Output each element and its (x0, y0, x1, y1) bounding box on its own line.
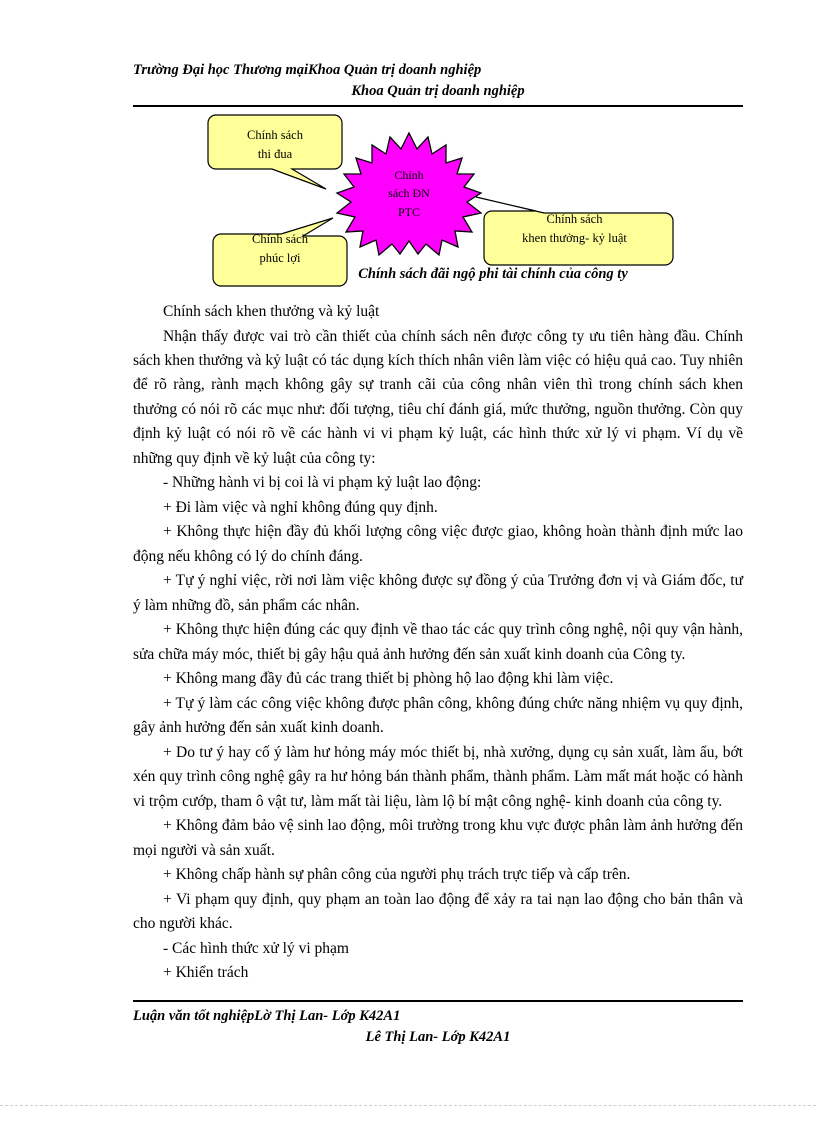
diagram-caption: Chính sách đãi ngộ phi tài chính của công ty (358, 266, 628, 283)
callout-3-line-1: Chính sách (546, 212, 603, 227)
footer-line-1: Luận văn tốt nghiệpLờ Thị Lan- Lớp K42A1 (133, 1008, 401, 1024)
paragraph-4: + Không thực hiện đầy đủ khối lượng công việc được giao, không hoàn thành định mức lao động nếu không có lý do chính đáng. (133, 523, 743, 565)
callout-1-line-1: Chính sách (247, 128, 303, 143)
center-star-shape (329, 131, 489, 256)
paragraph-6: + Không thực hiện đúng các quy định về thao tác các quy trình công nghệ, nội quy vận hành, sửa chữa máy móc, thiết bị gây hậu quả ảnh hưởng đến sản xuất kinh doanh của Công ty. (133, 621, 743, 663)
paragraph-0: Chính sách khen thưởng và kỷ luật (163, 303, 380, 321)
page-header (133, 60, 743, 102)
callout-2-line-2: phúc lợi (259, 251, 301, 266)
paragraph-10: + Không đảm bảo vệ sinh lao động, môi trường trong khu vực được phân làm ảnh hưởng đến mọi người và sản xuất. (133, 817, 743, 859)
paragraph-12: + Vi phạm quy định, quy phạm an toàn lao động để xảy ra tai nạn lao động cho bản thân và cho người khác. (133, 890, 743, 933)
page-footer (133, 1000, 743, 1048)
footer-divider (133, 1000, 743, 1002)
callout-1-line-2: thi đua (257, 147, 293, 162)
paragraph-8: + Tự ý làm các công việc không được phân công, không đúng chức năng nhiệm vụ quy định, gây ảnh hưởng đến sản xuất kinh doanh. (133, 694, 743, 737)
callout-3-line-2: khen thưởng- kỷ luật (522, 231, 627, 246)
center-line-3: PTC (397, 204, 420, 219)
header-line-2: Khoa Quản trị doanh nghiệp (351, 83, 525, 100)
footer-line-2: Lê Thị Lan- Lớp K42A1 (365, 1029, 511, 1046)
callout-2-line-1: Chính sách (252, 232, 308, 247)
paragraph-9: + Do tư ý hay cố ý làm hư hỏng máy móc thiết bị, nhà xưởng, dụng cụ sản xuất, làm ẩu, bớt xén quy trình công nghệ gây ra hư hỏng bán thành phẩm, thành phẩm. Làm mất mát hoặc có hành vi trộm cướp, tham ô vật tư, làm mất tài liệu, làm lộ bí mật công nghệ- kinh doanh của công ty. (133, 743, 743, 810)
body-text (133, 300, 743, 986)
center-line-2: sách ĐN (388, 186, 430, 201)
paragraph-14: + Khiển trách (163, 964, 249, 982)
paragraph-5: + Tự ý nghỉ việc, rời nơi làm việc không được sự đồng ý của Trưởng đơn vị và Giám đốc, tư ý làm những đồ, sản phẩm các nhân. (133, 572, 743, 614)
paragraph-13: - Các hình thức xử lý vi phạm (163, 939, 349, 957)
callout-thi-dua (206, 113, 344, 191)
paragraph-1: Nhận thấy được vai trò cần thiết của chính sách nên được công ty ưu tiên hàng đầu. Chính sách khen thưởng và kỷ luật có tác dụng kích thích nhân viên làm việc có hiệu quả cao. Tuy nhiên để rõ ràng, rành mạch không gây sự tranh cãi của công nhân viên thì trong chính sách khen thưởng có nói rõ các mục như: đối tượng, tiêu chí đánh giá, mức thưởng, nguồn thưởng. Còn quy định kỷ luật có nói rõ về các hành vi vi phạm kỷ luật, các hình thức xử lý vi phạm. Ví dụ về những quy định về kỷ luật của công ty: (133, 327, 743, 467)
callout-khen-thuong-ky-luat (474, 195, 675, 273)
center-line-1: Chính (394, 167, 424, 182)
paragraph-7: + Không mang đầy đủ các trang thiết bị phòng hộ lao động khi làm việc. (163, 670, 614, 688)
policy-diagram (133, 111, 743, 296)
paragraph-11: + Không chấp hành sự phân công của người phụ trách trực tiếp và cấp trên. (163, 866, 631, 884)
header-divider (133, 105, 743, 107)
page-content (133, 60, 743, 986)
paragraph-3: + Đi làm việc và nghỉ không đúng quy định. (163, 498, 438, 516)
bottom-rule (0, 1105, 816, 1106)
header-line-1: Trường Đại học Thương mạiKhoa Quản trị doanh nghiệp (133, 62, 482, 78)
paragraph-2: - Những hành vi bị coi là vi phạm kỷ luật lao động: (163, 474, 482, 492)
